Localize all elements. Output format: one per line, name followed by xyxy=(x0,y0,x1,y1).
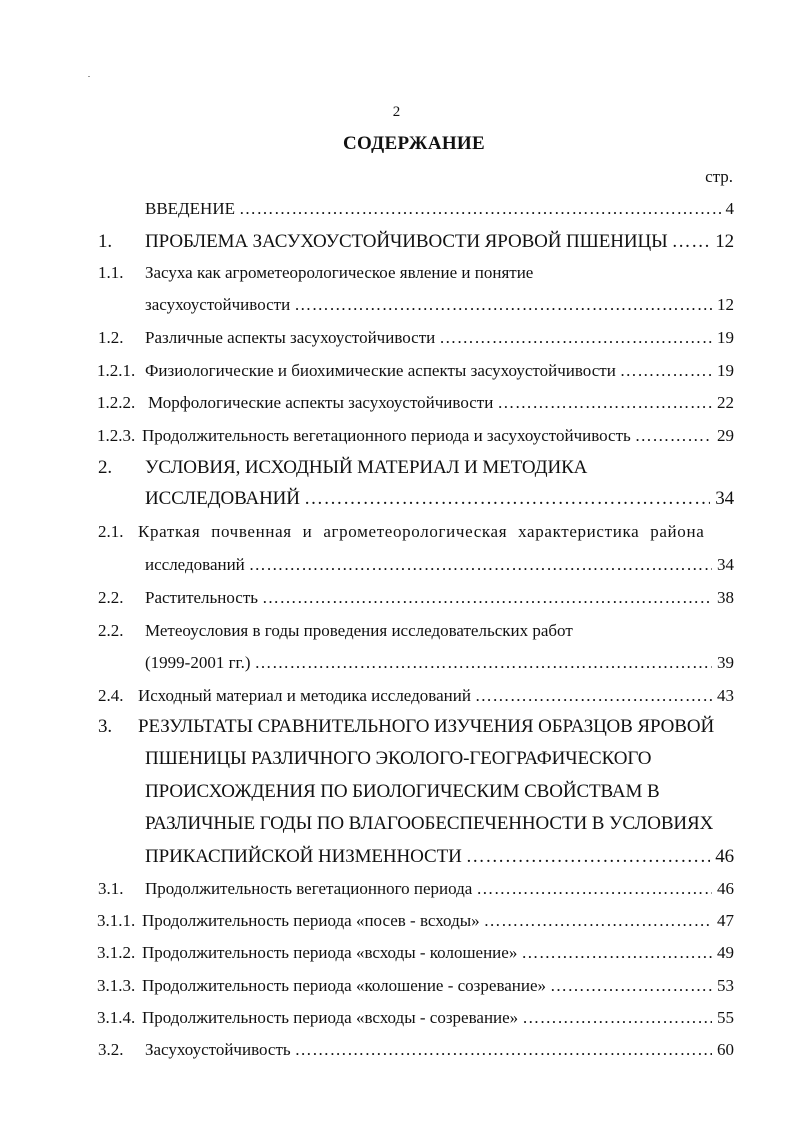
leader-dots xyxy=(497,388,712,418)
toc-entry-page: 22 xyxy=(717,393,734,412)
toc-entry-title: Физиологические и биохимические аспекты засухоустойчивости xyxy=(145,361,616,380)
toc-entry-chapter-3-line-4[interactable] xyxy=(0,809,793,839)
toc-entry-title: засухоустойчивости xyxy=(145,295,291,314)
toc-entry-title: Засуха как агрометеорологическое явление и понятие xyxy=(145,263,534,282)
toc-entry-page: 4 xyxy=(725,199,734,218)
toc-entry-introduction[interactable] xyxy=(0,194,793,224)
leader-dots xyxy=(620,356,712,386)
toc-entry-page: 12 xyxy=(717,295,734,314)
leader-dots xyxy=(522,1003,712,1033)
leader-dots xyxy=(475,681,712,711)
toc-entry-title: ПРОИСХОЖДЕНИЯ ПО БИОЛОГИЧЕСКИМ СВОЙСТВАМ В xyxy=(145,781,660,802)
toc-entry-page: 29 xyxy=(717,426,734,445)
toc-entry-chapter-3-line-5[interactable] xyxy=(0,842,793,872)
leader-dots xyxy=(439,323,712,353)
toc-entry-number: 3.1.3. xyxy=(97,976,136,995)
leader-dots xyxy=(476,874,712,904)
leader-dots xyxy=(255,648,712,678)
toc-entry-page: 49 xyxy=(717,943,734,962)
toc-entry-number: 1.2.3. xyxy=(97,426,136,445)
toc-entry-number: 3.2. xyxy=(98,1040,124,1059)
toc-entry-1-1[interactable] xyxy=(0,258,793,288)
toc-entry-title: ПРОБЛЕМА ЗАСУХОУСТОЙЧИВОСТИ ЯРОВОЙ ПШЕНИЦЫ xyxy=(145,231,668,252)
toc-entry-page: 46 xyxy=(715,846,734,867)
toc-entry-title: Краткая почвенная и агрометеорологическая характеристика района xyxy=(138,522,705,541)
toc-entry-2-2-weather[interactable] xyxy=(0,616,793,646)
page-title: СОДЕРЖАНИЕ xyxy=(343,133,485,154)
toc-entry-1-2-3[interactable] xyxy=(0,421,793,451)
toc-entry-number: 3.1.4. xyxy=(97,1008,136,1027)
leader-dots xyxy=(521,938,712,968)
toc-entry-title: ИССЛЕДОВАНИЙ xyxy=(145,488,300,509)
toc-entry-page: 38 xyxy=(717,588,734,607)
toc-entry-number: 2.4. xyxy=(98,686,124,705)
toc-entry-page: 19 xyxy=(717,361,734,380)
leader-dots xyxy=(484,906,712,936)
toc-entry-title: Продолжительность периода «колошение - созревание» xyxy=(142,976,547,995)
toc-entry-title: ПШЕНИЦЫ РАЗЛИЧНОГО ЭКОЛОГО-ГЕОГРАФИЧЕСКОГО xyxy=(145,748,652,769)
toc-entry-chapter-3-line-3[interactable] xyxy=(0,777,793,807)
leader-dots xyxy=(550,971,712,1001)
toc-entry-title: Метеоусловия в годы проведения исследовательских работ xyxy=(145,621,573,640)
toc-entry-title: Морфологические аспекты засухоустойчивости xyxy=(148,393,494,412)
toc-entry-page: 47 xyxy=(717,911,734,930)
toc-entry-title: ПРИКАСПИЙСКОЙ НИЗМЕННОСТИ xyxy=(145,846,462,867)
toc-entry-3-1-2[interactable] xyxy=(0,938,793,968)
toc-entry-2-1[interactable] xyxy=(0,517,793,547)
toc-entry-1-1-continued[interactable] xyxy=(0,290,793,320)
toc-entry-number: 1.1. xyxy=(98,263,124,282)
leader-dots xyxy=(295,1035,712,1065)
leader-dots xyxy=(466,842,710,872)
toc-entry-number: 3. xyxy=(98,716,113,737)
toc-entry-page: 34 xyxy=(717,555,734,574)
toc-entry-title: УСЛОВИЯ, ИСХОДНЫЙ МАТЕРИАЛ И МЕТОДИКА xyxy=(145,457,588,478)
toc-entry-2-2-weather-continued[interactable] xyxy=(0,648,793,678)
toc-entry-number: 2. xyxy=(98,457,113,478)
leader-dots xyxy=(672,227,711,257)
leader-dots xyxy=(294,290,712,320)
toc-entry-title: Растительность xyxy=(145,588,259,607)
toc-entry-number: 1. xyxy=(98,231,113,252)
toc-entry-2-2-vegetation[interactable] xyxy=(0,583,793,613)
toc-entry-title: Продолжительность периода «всходы - колошение» xyxy=(142,943,518,962)
toc-entry-title: (1999-2001 гг.) xyxy=(145,653,251,672)
toc-entry-title: РАЗЛИЧНЫЕ ГОДЫ ПО ВЛАГООБЕСПЕЧЕННОСТИ В УСЛОВИЯХ xyxy=(145,813,714,834)
toc-entry-3-1-1[interactable] xyxy=(0,906,793,936)
toc-entry-title: Продолжительность вегетационного периода и засухоустойчивость xyxy=(142,426,631,445)
page-column-label: стр. xyxy=(705,167,733,186)
toc-entry-chapter-1[interactable] xyxy=(0,227,793,257)
toc-entry-1-2[interactable] xyxy=(0,323,793,353)
toc-entry-page: 19 xyxy=(717,328,734,347)
toc-entry-title: Засухоустойчивость xyxy=(145,1040,291,1059)
toc-entry-1-2-2[interactable] xyxy=(0,388,793,418)
toc-entry-page: 43 xyxy=(717,686,734,705)
toc-entry-title: РЕЗУЛЬТАТЫ СРАВНИТЕЛЬНОГО ИЗУЧЕНИЯ ОБРАЗЦОВ ЯРОВОЙ xyxy=(138,716,715,737)
toc-entry-title: исследований xyxy=(145,555,245,574)
toc-entry-title: Продолжительность периода «посев - всходы» xyxy=(142,911,480,930)
page-number: 2 xyxy=(392,104,401,120)
leader-dots xyxy=(262,583,712,613)
toc-entry-3-1-4[interactable] xyxy=(0,1003,793,1033)
toc-entry-2-4[interactable] xyxy=(0,681,793,711)
toc-entry-number: 2.2. xyxy=(98,621,124,640)
toc-entry-3-1-3[interactable] xyxy=(0,971,793,1001)
toc-entry-number: 3.1. xyxy=(98,879,124,898)
toc-entry-page: 60 xyxy=(717,1040,734,1059)
toc-entry-number: 2.1. xyxy=(98,522,124,541)
toc-entry-3-1[interactable] xyxy=(0,874,793,904)
toc-entry-number: 3.1.1. xyxy=(97,911,136,930)
leader-dots xyxy=(239,194,721,224)
toc-entry-chapter-3-line-2[interactable] xyxy=(0,744,793,774)
toc-entry-title: Различные аспекты засухоустойчивости xyxy=(145,328,436,347)
toc-entry-chapter-2-continued[interactable] xyxy=(0,484,793,514)
toc-entry-3-2[interactable] xyxy=(0,1035,793,1065)
toc-entry-title: ВВЕДЕНИЕ xyxy=(145,199,235,218)
toc-entry-title: Продолжительность периода «всходы - созревание» xyxy=(142,1008,519,1027)
toc-entry-title: Продолжительность вегетационного периода xyxy=(145,879,473,898)
toc-entry-page: 34 xyxy=(715,488,734,509)
toc-entry-number: 1.2.2. xyxy=(97,393,136,412)
scan-speck xyxy=(88,76,90,77)
toc-entry-1-2-1[interactable] xyxy=(0,356,793,386)
toc-entry-chapter-2[interactable] xyxy=(0,453,793,483)
leader-dots xyxy=(249,550,712,580)
toc-entry-number: 3.1.2. xyxy=(97,943,136,962)
toc-entry-number: 1.2. xyxy=(98,328,124,347)
leader-dots xyxy=(635,421,712,451)
toc-entry-page: 53 xyxy=(717,976,734,995)
toc-entry-page: 46 xyxy=(717,879,734,898)
toc-entry-title: Исходный материал и методика исследований xyxy=(138,686,471,705)
toc-entry-number: 1.2.1. xyxy=(97,361,136,380)
toc-entry-2-1-continued[interactable] xyxy=(0,550,793,580)
toc-entry-number: 2.2. xyxy=(98,588,124,607)
toc-entry-chapter-3[interactable] xyxy=(0,712,793,742)
toc-entry-page: 39 xyxy=(717,653,734,672)
leader-dots xyxy=(304,484,710,514)
toc-entry-page: 55 xyxy=(717,1008,734,1027)
toc-entry-page: 12 xyxy=(715,231,734,252)
